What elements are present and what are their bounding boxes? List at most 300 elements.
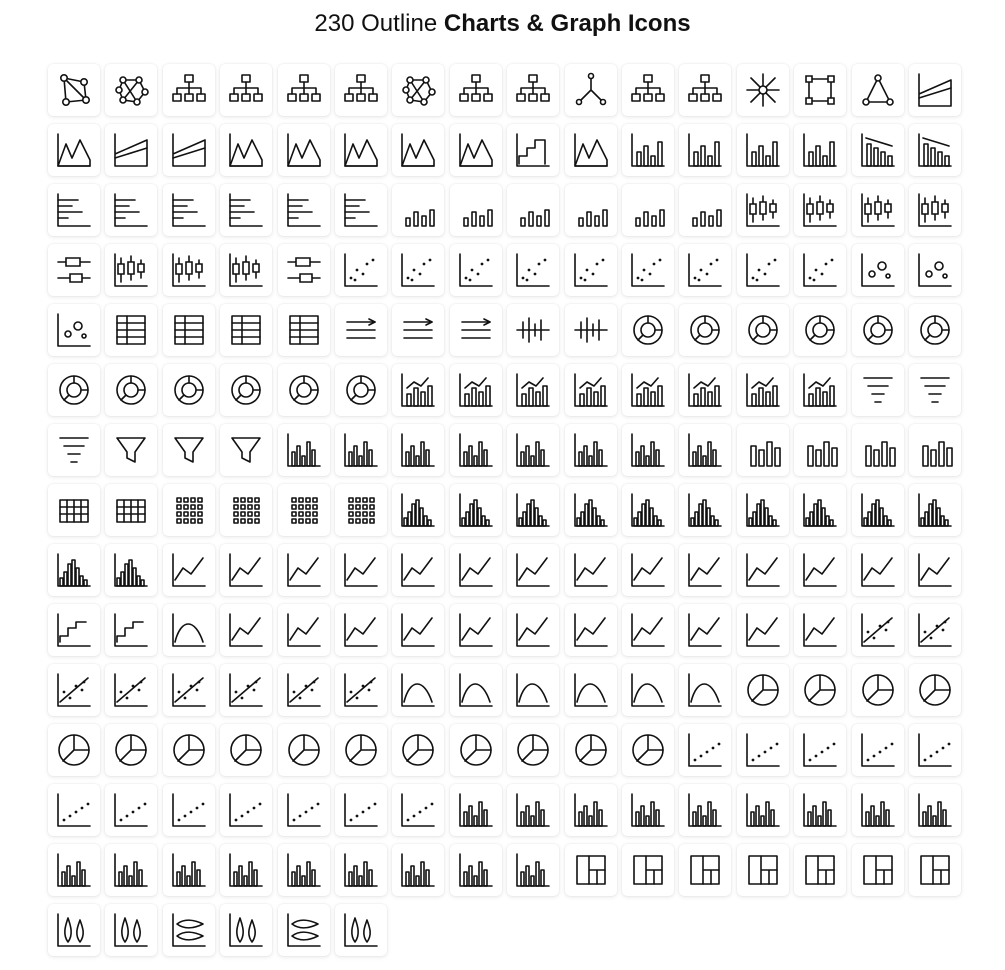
spikes-icon[interactable] [507, 304, 559, 356]
bar-trend-up-icon[interactable] [909, 124, 961, 176]
curve-up-icon[interactable] [392, 664, 444, 716]
peak-area-icon[interactable] [48, 124, 100, 176]
donut-2-icon[interactable] [679, 304, 731, 356]
scatter-line-3-icon[interactable] [909, 604, 961, 656]
violin-horizontal-2-icon[interactable] [278, 904, 330, 956]
treemap-2-icon[interactable] [622, 844, 674, 896]
dot-plot-9-icon[interactable] [220, 784, 272, 836]
histogram-2-icon[interactable] [450, 484, 502, 536]
branch-icon[interactable] [565, 64, 617, 116]
dot-plot-10-icon[interactable] [278, 784, 330, 836]
donut-12-icon[interactable] [335, 364, 387, 416]
bar-group-18-icon[interactable] [507, 844, 559, 896]
line-chart-8-icon[interactable] [794, 544, 846, 596]
violin-icon[interactable] [48, 904, 100, 956]
treemap-7-icon[interactable] [909, 844, 961, 896]
column-pair-3-icon[interactable] [852, 424, 904, 476]
flow-tree-icon-glyph [456, 70, 496, 110]
bar-chart-2-icon[interactable] [679, 124, 731, 176]
title-light: 230 Outline [314, 10, 438, 37]
pie-chart-icon[interactable] [737, 664, 789, 716]
scatter-3-icon[interactable] [507, 244, 559, 296]
multi-line-icon[interactable] [737, 544, 789, 596]
bar-group-10-icon-glyph [54, 850, 94, 890]
donut-5-icon[interactable] [852, 304, 904, 356]
pie-chart-5-icon-glyph [54, 730, 94, 770]
candlestick-icon[interactable] [852, 184, 904, 236]
network-mesh-icon-glyph [398, 70, 438, 110]
hbar-trend-icon[interactable] [278, 184, 330, 236]
bar-group-4-icon[interactable] [622, 784, 674, 836]
scatter-line-6-icon[interactable] [163, 664, 215, 716]
column-pair-icon-glyph [743, 430, 783, 470]
histogram-12-icon[interactable] [105, 544, 157, 596]
scatter-line-5-icon[interactable] [105, 664, 157, 716]
grouped-bar-8-icon[interactable] [679, 424, 731, 476]
grouped-bar-2-icon[interactable] [335, 424, 387, 476]
scatter-line-9-icon-glyph [341, 670, 381, 710]
histogram-10-icon[interactable] [909, 484, 961, 536]
violin-2-icon-glyph [111, 910, 151, 950]
network-cluster-icon[interactable] [105, 64, 157, 116]
bar-group-icon[interactable] [450, 784, 502, 836]
pie-chart-5-icon[interactable] [48, 724, 100, 776]
treemap-3-icon[interactable] [679, 844, 731, 896]
line-chart-15-icon-glyph [456, 610, 496, 650]
network-graph-icon[interactable] [48, 64, 100, 116]
hierarchy-icon-glyph [226, 70, 266, 110]
line-chart-17-icon[interactable] [565, 604, 617, 656]
lines-icon-glyph [341, 310, 381, 350]
donut-5-icon-glyph [858, 310, 898, 350]
table-rows-icon[interactable] [163, 304, 215, 356]
funnel-icon[interactable] [852, 364, 904, 416]
pie-chart-2-icon[interactable] [794, 664, 846, 716]
table-icon-glyph [111, 310, 151, 350]
violin-4-icon[interactable] [335, 904, 387, 956]
horizontal-bar-4-icon[interactable] [220, 184, 272, 236]
bar-line-2-icon[interactable] [450, 364, 502, 416]
line-chart-icon[interactable] [163, 544, 215, 596]
bar-group-7-icon[interactable] [794, 784, 846, 836]
lines-icon[interactable] [335, 304, 387, 356]
floating-bars-4-icon[interactable] [622, 184, 674, 236]
dot-plot-11-icon-glyph [341, 790, 381, 830]
scatter-2-icon[interactable] [450, 244, 502, 296]
grouped-bar-3-icon[interactable] [392, 424, 444, 476]
bubble-icon-glyph [858, 250, 898, 290]
pie-chart-7-icon-glyph [169, 730, 209, 770]
pie-chart-3-icon-glyph [858, 670, 898, 710]
line-chart-5-icon[interactable] [507, 544, 559, 596]
stacked-decline-icon[interactable] [450, 124, 502, 176]
table-rows-icon-glyph [169, 310, 209, 350]
donut-10-icon[interactable] [220, 364, 272, 416]
funnel-4-icon-glyph [169, 430, 209, 470]
histogram-7-icon[interactable] [737, 484, 789, 536]
table-2-icon-glyph [226, 310, 266, 350]
bar-group-9-icon[interactable] [909, 784, 961, 836]
pie-chart-7-icon[interactable] [163, 724, 215, 776]
linear-icon[interactable] [794, 604, 846, 656]
square-cycle-icon[interactable] [794, 64, 846, 116]
bar-group-11-icon[interactable] [105, 844, 157, 896]
lines-2-icon[interactable] [392, 304, 444, 356]
area-outline-icon[interactable] [278, 124, 330, 176]
branch-icon-glyph [571, 70, 611, 110]
dot-plot-4-icon[interactable] [852, 724, 904, 776]
grouped-bar-6-icon[interactable] [565, 424, 617, 476]
stacked-wave-icon[interactable] [335, 124, 387, 176]
circle-tree-icon-glyph [341, 70, 381, 110]
histogram-5-icon[interactable] [622, 484, 674, 536]
horizontal-bar-3-icon[interactable] [163, 184, 215, 236]
line-down-2-icon[interactable] [679, 544, 731, 596]
flow-tree-icon[interactable] [450, 64, 502, 116]
donut-icon[interactable] [622, 304, 674, 356]
candlestick-2-icon[interactable] [909, 184, 961, 236]
multi-line-2-icon-glyph [685, 610, 725, 650]
bar-chart-icon[interactable] [622, 124, 674, 176]
donut-4-icon[interactable] [794, 304, 846, 356]
scatter-line-4-icon[interactable] [48, 664, 100, 716]
horizontal-bar-2-icon[interactable] [105, 184, 157, 236]
line-chart-5-icon-glyph [513, 550, 553, 590]
floating-bars-3-icon[interactable] [507, 184, 559, 236]
bubble-2-icon[interactable] [909, 244, 961, 296]
line-chart-11-icon[interactable] [220, 604, 272, 656]
org-tree-wide-icon[interactable] [622, 64, 674, 116]
scatter-line-7-icon[interactable] [220, 664, 272, 716]
bar-chart-3-icon[interactable] [737, 124, 789, 176]
multi-line-icon-glyph [743, 550, 783, 590]
bar-line-6-icon-glyph [685, 370, 725, 410]
donut-3-icon[interactable] [737, 304, 789, 356]
spikes-2-icon[interactable] [565, 304, 617, 356]
bar-group-8-icon[interactable] [852, 784, 904, 836]
histogram-4-icon[interactable] [565, 484, 617, 536]
candlestick-5-icon[interactable] [220, 244, 272, 296]
step-down-icon[interactable] [105, 604, 157, 656]
scatter-icon[interactable] [392, 244, 444, 296]
bar-line-3-icon[interactable] [507, 364, 559, 416]
horizontal-box-small-icon[interactable] [278, 244, 330, 296]
curve-3-icon-glyph [513, 670, 553, 710]
bar-group-10-icon[interactable] [48, 844, 100, 896]
bar-group-14-icon[interactable] [278, 844, 330, 896]
violin-2-icon[interactable] [105, 904, 157, 956]
line-down-icon[interactable] [278, 544, 330, 596]
scatter-2-icon-glyph [456, 250, 496, 290]
line-chart-4-icon-glyph [456, 550, 496, 590]
bar-line-5-icon[interactable] [622, 364, 674, 416]
line-up-icon[interactable] [220, 544, 272, 596]
dot-grid-2-icon[interactable] [220, 484, 272, 536]
mountain-area-icon-glyph [571, 130, 611, 170]
waffle-2-icon[interactable] [105, 484, 157, 536]
grouped-bar-8-icon-glyph [685, 430, 725, 470]
line-chart-13-icon[interactable] [335, 604, 387, 656]
bar-line-8-icon[interactable] [794, 364, 846, 416]
donut-11-icon[interactable] [278, 364, 330, 416]
treemap-5-icon-glyph [800, 850, 840, 890]
bar-group-11-icon-glyph [111, 850, 151, 890]
line-chart-18-icon-glyph [628, 610, 668, 650]
table-icon[interactable] [105, 304, 157, 356]
dot-plot-2-icon[interactable] [737, 724, 789, 776]
bar-line-5-icon-glyph [628, 370, 668, 410]
scatter-line-9-icon[interactable] [335, 664, 387, 716]
histogram-6-icon[interactable] [679, 484, 731, 536]
treemap-6-icon[interactable] [852, 844, 904, 896]
area-step-icon[interactable] [392, 124, 444, 176]
line-chart-7-icon[interactable] [622, 544, 674, 596]
bar-line-icon[interactable] [392, 364, 444, 416]
pie-chart-14-icon[interactable] [565, 724, 617, 776]
line-chart-12-icon[interactable] [278, 604, 330, 656]
floating-bars-2-icon[interactable] [450, 184, 502, 236]
line-chart-16-icon[interactable] [507, 604, 559, 656]
curve-3-icon[interactable] [507, 664, 559, 716]
bar-group-5-icon[interactable] [679, 784, 731, 836]
stacked-area-icon-glyph [169, 130, 209, 170]
hbar-trend-icon-glyph [284, 190, 324, 230]
bubble-icon[interactable] [852, 244, 904, 296]
dot-plot-7-icon[interactable] [105, 784, 157, 836]
scatter-line-6-icon-glyph [169, 670, 209, 710]
pie-chart-9-icon[interactable] [278, 724, 330, 776]
scatter-dense-icon[interactable] [565, 244, 617, 296]
floating-bars-icon[interactable] [392, 184, 444, 236]
donut-6-icon[interactable] [909, 304, 961, 356]
column-pair-3-icon-glyph [858, 430, 898, 470]
grouped-bar-7-icon[interactable] [622, 424, 674, 476]
curve-up-icon-glyph [398, 670, 438, 710]
funnel-5-icon[interactable] [220, 424, 272, 476]
funnel-outline-icon[interactable] [105, 424, 157, 476]
line-chart-3-icon[interactable] [392, 544, 444, 596]
bar-chart-4-icon[interactable] [794, 124, 846, 176]
dot-plot-5-icon[interactable] [909, 724, 961, 776]
histogram-12-icon-glyph [111, 550, 151, 590]
dot-plot-icon[interactable] [679, 724, 731, 776]
dot-plot-6-icon[interactable] [48, 784, 100, 836]
org-tree-icon[interactable] [679, 64, 731, 116]
curve-2-icon[interactable] [450, 664, 502, 716]
line-down-icon-glyph [284, 550, 324, 590]
spikes-2-icon-glyph [571, 310, 611, 350]
donut-3-icon-glyph [743, 310, 783, 350]
treemap-2-icon-glyph [628, 850, 668, 890]
multi-line-2-icon[interactable] [679, 604, 731, 656]
bar-line-6-icon[interactable] [679, 364, 731, 416]
column-pair-2-icon[interactable] [794, 424, 846, 476]
dot-grid-icon[interactable] [163, 484, 215, 536]
pie-chart-6-icon[interactable] [105, 724, 157, 776]
bar-group-15-icon[interactable] [335, 844, 387, 896]
pie-chart-2-icon-glyph [800, 670, 840, 710]
table-3-icon[interactable] [278, 304, 330, 356]
grouped-bar-4-icon[interactable] [450, 424, 502, 476]
table-3-icon-glyph [284, 310, 324, 350]
floating-bars-down-icon[interactable] [679, 184, 731, 236]
line-chart-3-icon-glyph [398, 550, 438, 590]
funnel-3-icon[interactable] [48, 424, 100, 476]
scatter-cluster-icon[interactable] [737, 244, 789, 296]
boxplot-icon[interactable] [737, 184, 789, 236]
violin-3-icon[interactable] [220, 904, 272, 956]
line-chart-10-icon[interactable] [909, 544, 961, 596]
pie-chart-12-icon[interactable] [450, 724, 502, 776]
bar-line-8-icon-glyph [800, 370, 840, 410]
scatter-line-icon[interactable] [335, 244, 387, 296]
hierarchy-small-icon[interactable] [507, 64, 559, 116]
bar-group-13-icon[interactable] [220, 844, 272, 896]
treemap-4-icon[interactable] [737, 844, 789, 896]
dot-plot-8-icon-glyph [169, 790, 209, 830]
bar-group-17-icon-glyph [456, 850, 496, 890]
dot-pattern-icon[interactable] [278, 484, 330, 536]
org-chart-icon-glyph [169, 70, 209, 110]
pie-chart-10-icon[interactable] [335, 724, 387, 776]
dot-plot-3-icon[interactable] [794, 724, 846, 776]
dot-plot-12-icon-glyph [398, 790, 438, 830]
pie-chart-4-icon[interactable] [909, 664, 961, 716]
scatter-4-icon[interactable] [622, 244, 674, 296]
scatter-grid-icon-glyph [800, 250, 840, 290]
line-chart-6-icon[interactable] [565, 544, 617, 596]
scatter-grid-icon[interactable] [794, 244, 846, 296]
scatter-5-icon[interactable] [679, 244, 731, 296]
bubble-3-icon[interactable] [48, 304, 100, 356]
curve-down-icon[interactable] [565, 664, 617, 716]
pie-chart-13-icon[interactable] [507, 724, 559, 776]
line-up-icon-glyph [226, 550, 266, 590]
mountain-area-icon[interactable] [565, 124, 617, 176]
pie-chart-3-icon[interactable] [852, 664, 904, 716]
bar-group-6-icon-glyph [743, 790, 783, 830]
bar-line-3-icon-glyph [513, 370, 553, 410]
grouped-bar-6-icon-glyph [571, 430, 611, 470]
bar-group-16-icon[interactable] [392, 844, 444, 896]
horizontal-boxplot-icon[interactable] [48, 244, 100, 296]
bell-curve-icon[interactable] [622, 664, 674, 716]
histogram-11-icon[interactable] [48, 544, 100, 596]
line-chart-10-icon-glyph [915, 550, 955, 590]
candlestick-3-icon-glyph [111, 250, 151, 290]
pie-chart-8-icon[interactable] [220, 724, 272, 776]
dot-plot-11-icon[interactable] [335, 784, 387, 836]
bar-group-3-icon[interactable] [565, 784, 617, 836]
wave-area-icon[interactable] [220, 124, 272, 176]
histogram-9-icon[interactable] [852, 484, 904, 536]
violin-horizontal-icon[interactable] [163, 904, 215, 956]
line-chart-15-icon[interactable] [450, 604, 502, 656]
histogram-icon[interactable] [392, 484, 444, 536]
dot-plot-8-icon[interactable] [163, 784, 215, 836]
bar-group-2-icon[interactable] [507, 784, 559, 836]
waffle-icon[interactable] [48, 484, 100, 536]
dot-plot-2-icon-glyph [743, 730, 783, 770]
column-pair-4-icon[interactable] [909, 424, 961, 476]
donut-7-icon[interactable] [48, 364, 100, 416]
bar-group-icon-glyph [456, 790, 496, 830]
bar-line-7-icon[interactable] [737, 364, 789, 416]
candlestick-4-icon[interactable] [163, 244, 215, 296]
line-chart-9-icon[interactable] [852, 544, 904, 596]
line-chart-4-icon[interactable] [450, 544, 502, 596]
dot-plot-12-icon[interactable] [392, 784, 444, 836]
bar-trend-down-icon[interactable] [852, 124, 904, 176]
histogram-2-icon-glyph [456, 490, 496, 530]
tree-pyramid-icon[interactable] [278, 64, 330, 116]
table-2-icon[interactable] [220, 304, 272, 356]
curve-4-icon[interactable] [679, 664, 731, 716]
line-chart-14-icon[interactable] [392, 604, 444, 656]
hbar-line-icon[interactable] [335, 184, 387, 236]
funnel-2-icon[interactable] [909, 364, 961, 416]
column-pair-icon[interactable] [737, 424, 789, 476]
dot-pattern-2-icon[interactable] [335, 484, 387, 536]
histogram-7-icon-glyph [743, 490, 783, 530]
pie-chart-15-icon[interactable] [622, 724, 674, 776]
grouped-bar-icon[interactable] [278, 424, 330, 476]
funnel-2-icon-glyph [915, 370, 955, 410]
area-range-icon[interactable] [105, 124, 157, 176]
bar-group-6-icon[interactable] [737, 784, 789, 836]
triangle-network-icon[interactable] [852, 64, 904, 116]
bar-line-4-icon[interactable] [565, 364, 617, 416]
scatter-line-8-icon[interactable] [278, 664, 330, 716]
floating-bars-2-icon-glyph [456, 190, 496, 230]
treemap-icon[interactable] [565, 844, 617, 896]
treemap-5-icon[interactable] [794, 844, 846, 896]
scatter-line-2-icon[interactable] [852, 604, 904, 656]
step-line-icon[interactable] [48, 604, 100, 656]
bar-group-12-icon[interactable] [163, 844, 215, 896]
candlestick-3-icon[interactable] [105, 244, 157, 296]
line-chart-18-icon[interactable] [622, 604, 674, 656]
boxplot-2-icon[interactable] [794, 184, 846, 236]
lines-3-icon[interactable] [450, 304, 502, 356]
line-chart-19-icon[interactable] [737, 604, 789, 656]
donut-8-icon[interactable] [105, 364, 157, 416]
grouped-bar-5-icon[interactable] [507, 424, 559, 476]
network-mesh-icon[interactable] [392, 64, 444, 116]
waffle-icon-glyph [54, 490, 94, 530]
histogram-8-icon[interactable] [794, 484, 846, 536]
horizontal-bar-icon[interactable] [48, 184, 100, 236]
step-area-icon[interactable] [507, 124, 559, 176]
circle-tree-icon[interactable] [335, 64, 387, 116]
candlestick-5-icon-glyph [226, 250, 266, 290]
area-corner-icon[interactable] [909, 64, 961, 116]
line-chart-2-icon[interactable] [335, 544, 387, 596]
bar-group-17-icon[interactable] [450, 844, 502, 896]
hierarchy-icon[interactable] [220, 64, 272, 116]
donut-9-icon[interactable] [163, 364, 215, 416]
area-step-icon-glyph [398, 130, 438, 170]
curve-icon[interactable] [163, 604, 215, 656]
bar-group-7-icon-glyph [800, 790, 840, 830]
histogram-3-icon[interactable] [507, 484, 559, 536]
floating-bars-trend-icon[interactable] [565, 184, 617, 236]
pie-chart-11-icon[interactable] [392, 724, 444, 776]
org-chart-icon[interactable] [163, 64, 215, 116]
funnel-4-icon[interactable] [163, 424, 215, 476]
stacked-area-icon[interactable] [163, 124, 215, 176]
hub-spoke-icon[interactable] [737, 64, 789, 116]
